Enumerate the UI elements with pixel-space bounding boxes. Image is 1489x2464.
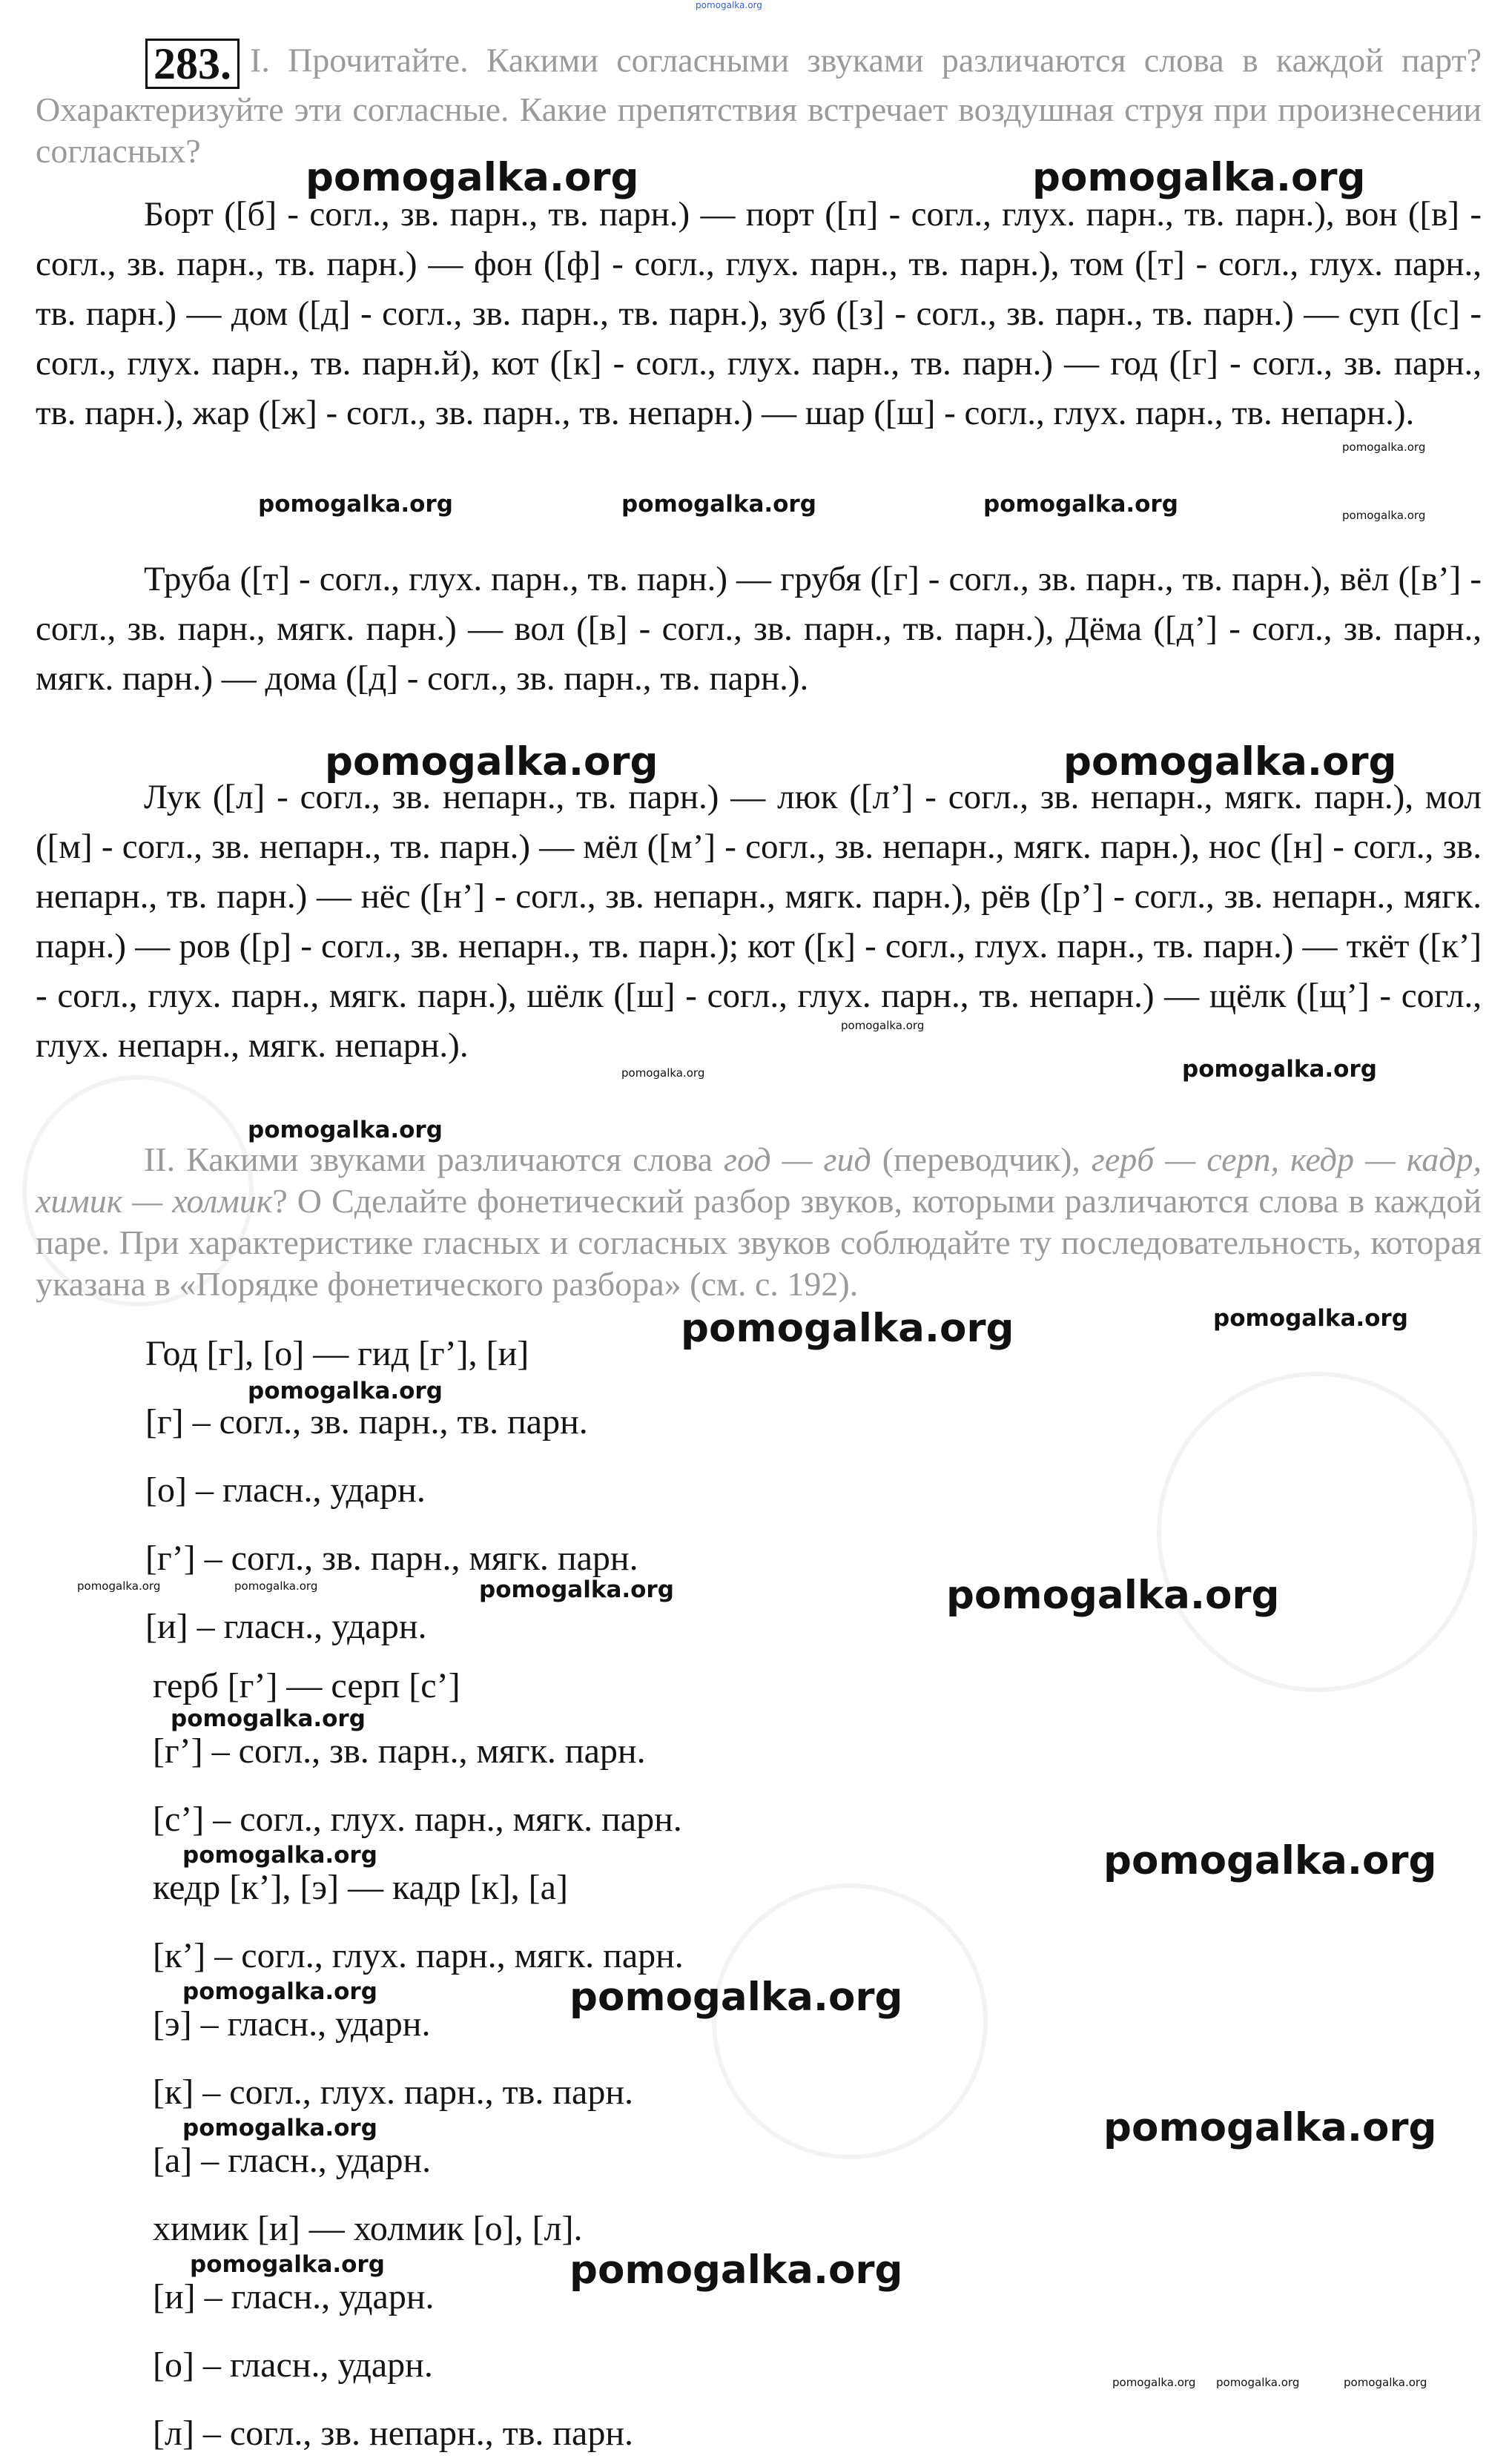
watermark: pomogalka.org <box>258 491 453 518</box>
watermark: pomogalka.org <box>569 1975 903 2020</box>
watermark: pomogalka.org <box>1216 2376 1300 2389</box>
task-text-1: I. Прочитайте. Какими согласными звуками различаются слова в каждой парт? Охарактеризуйте эти согласные. Какие препятствия встречает воздушная струя при произнесении согласных? <box>36 41 1482 170</box>
watermark: pomogalka.org <box>171 1705 366 1732</box>
watermark: pomogalka.org <box>1213 1305 1408 1332</box>
phonetic-line: [с’] – согл., глух. парн., мягк. парн. <box>153 1800 682 1839</box>
phonetic-line: [л] – согл., зв. непарн., тв. парн. <box>153 2414 634 2453</box>
phonetic-line: герб [г’] — серп [с’] <box>153 1666 460 1705</box>
watermark: pomogalka.org <box>983 491 1178 518</box>
watermark: pomogalka.org <box>182 1978 377 2005</box>
watermark: pomogalka.org <box>1182 1056 1377 1083</box>
watermark: pomogalka.org <box>1103 2105 1437 2150</box>
word-pairs-list: герб — серп, кедр — кадр, химик — холмик <box>36 1140 1482 1220</box>
watermark: pomogalka.org <box>479 1576 674 1603</box>
watermark: pomogalka.org <box>248 1117 443 1143</box>
word-pair-god-gid: год — гид <box>724 1140 871 1178</box>
watermark: pomogalka.org <box>1342 509 1426 522</box>
site-watermark-top: pomogalka.org <box>696 0 762 10</box>
exercise-number: 283. <box>145 39 240 89</box>
phonetic-line: [а] – гласн., ударн. <box>153 2141 432 2180</box>
watermark: pomogalka.org <box>182 2115 377 2141</box>
watermark: pomogalka.org <box>306 155 639 200</box>
phonetic-line: [и] – гласн., ударн. <box>153 2277 435 2316</box>
watermark: pomogalka.org <box>1112 2376 1196 2389</box>
phonetic-line: [к’] – согл., глух. парн., мягк. парн. <box>153 1936 684 1975</box>
watermark: pomogalka.org <box>569 2247 903 2293</box>
watermark: pomogalka.org <box>77 1579 161 1593</box>
task-instruction-1 <box>36 39 1482 172</box>
watermark: pomogalka.org <box>621 1066 705 1080</box>
task-instruction-2: II. Какими звуками различаются слова год — гид (переводчик), герб — серп, кедр — кадр, химик — холмик? О Сделайте фонетический разбор звуков, которыми различаются слова в каждой паре. При характеристике гласных и согласных звуков соблюдайте ту последовательность, которая указана в «Порядке фонетического разбора» (см. с. 192). <box>36 1140 1482 1303</box>
watermark: pomogalka.org <box>325 739 658 785</box>
phonetic-line: [г’] – согл., зв. парн., мягк. парн. <box>145 1539 638 1578</box>
background-seal <box>1157 1372 1477 1692</box>
watermark: pomogalka.org <box>681 1306 1014 1351</box>
watermark: pomogalka.org <box>182 1842 377 1869</box>
watermark: pomogalka.org <box>190 2251 385 2278</box>
answer-paragraph-1: Борт ([б] - согл., зв. парн., тв. парн.) — порт ([п] - согл., глух. парн., тв. парн.), вон ([в] - согл., зв. парн., тв. парн.) — фон ([ф] - согл., глух. парн., тв. парн.), том ([т] - согл., глух. парн., тв. парн.) — дом ([д] - согл., зв. парн., тв. парн.), зуб ([з] - согл., зв. парн., тв. парн.) — суп ([с] - согл., глух. парн., тв. парн.й), кот ([к] - согл., глух. парн., тв. парн.) — год ([г] - согл., зв. парн., тв. парн.), жар ([ж] - согл., зв. парн., тв. непарн.) — шар ([ш] - согл., глух. парн., тв. непарн.). <box>36 195 1482 432</box>
watermark: pomogalka.org <box>248 1378 443 1404</box>
phonetic-line: Год [г], [о] — гид [г’], [и] <box>145 1334 529 1373</box>
watermark: pomogalka.org <box>1063 739 1397 785</box>
watermark: pomogalka.org <box>1342 440 1426 454</box>
answer-paragraph-2: Труба ([т] - согл., глух. парн., тв. парн.) — грубя ([г] - согл., зв. парн., тв. парн.), вёл ([в’] - согл., зв. парн., мягк. парн.) — вол ([в] - согл., зв. парн., тв. парн.), Дёма ([д’] - согл., зв. парн., мягк. парн.) — дома ([д] - согл., зв. парн., тв. парн.). <box>36 560 1482 698</box>
background-seal <box>712 1883 988 2159</box>
phonetic-line: [г’] – согл., зв. парн., мягк. парн. <box>153 1731 646 1771</box>
phonetic-line: [и] – гласн., ударн. <box>145 1607 427 1646</box>
phonetic-line: [г] – согл., зв. парн., тв. парн. <box>145 1402 588 1441</box>
watermark: pomogalka.org <box>234 1579 318 1593</box>
phonetic-line: кедр [к’], [э] — кадр [к], [а] <box>153 1868 568 1907</box>
watermark: pomogalka.org <box>1103 1838 1437 1883</box>
phonetic-line: [к] – согл., глух. парн., тв. парн. <box>153 2072 633 2112</box>
watermark: pomogalka.org <box>946 1573 1280 1618</box>
phonetic-line: химик [и] — холмик [о], [л]. <box>153 2209 583 2248</box>
watermark: pomogalka.org <box>1344 2376 1427 2389</box>
watermark: pomogalka.org <box>1032 155 1366 200</box>
phonetic-line: [э] – гласн., ударн. <box>153 2004 431 2044</box>
phonetic-line: [о] – гласн., ударн. <box>153 2345 433 2385</box>
watermark: pomogalka.org <box>841 1019 925 1032</box>
watermark: pomogalka.org <box>621 491 816 518</box>
answer-paragraph-3: Лук ([л] - согл., зв. непарн., тв. парн.) — люк ([л’] - согл., зв. непарн., мягк. парн.), мол ([м] - согл., зв. непарн., тв. парн.) — мёл ([м’] - согл., зв. непарн., мягк. парн.), нос ([н] - согл., зв. непарн., тв. парн.) — нёс ([н’] - согл., зв. непарн., мягк. парн.), рёв ([р’] - согл., зв. непарн., мягк. парн.) — ров ([р] - согл., зв. непарн., тв. парн.); кот ([к] - согл., глух. парн., тв. парн.) — ткёт ([к’] - согл., глух. парн., мягк. парн.), шёлк ([ш] - согл., глух. парн., тв. непарн.) — щёлк ([щ’] - согл., глух. непарн., мягк. непарн.). <box>36 778 1482 1065</box>
phonetic-line: [о] – гласн., ударн. <box>145 1470 426 1510</box>
